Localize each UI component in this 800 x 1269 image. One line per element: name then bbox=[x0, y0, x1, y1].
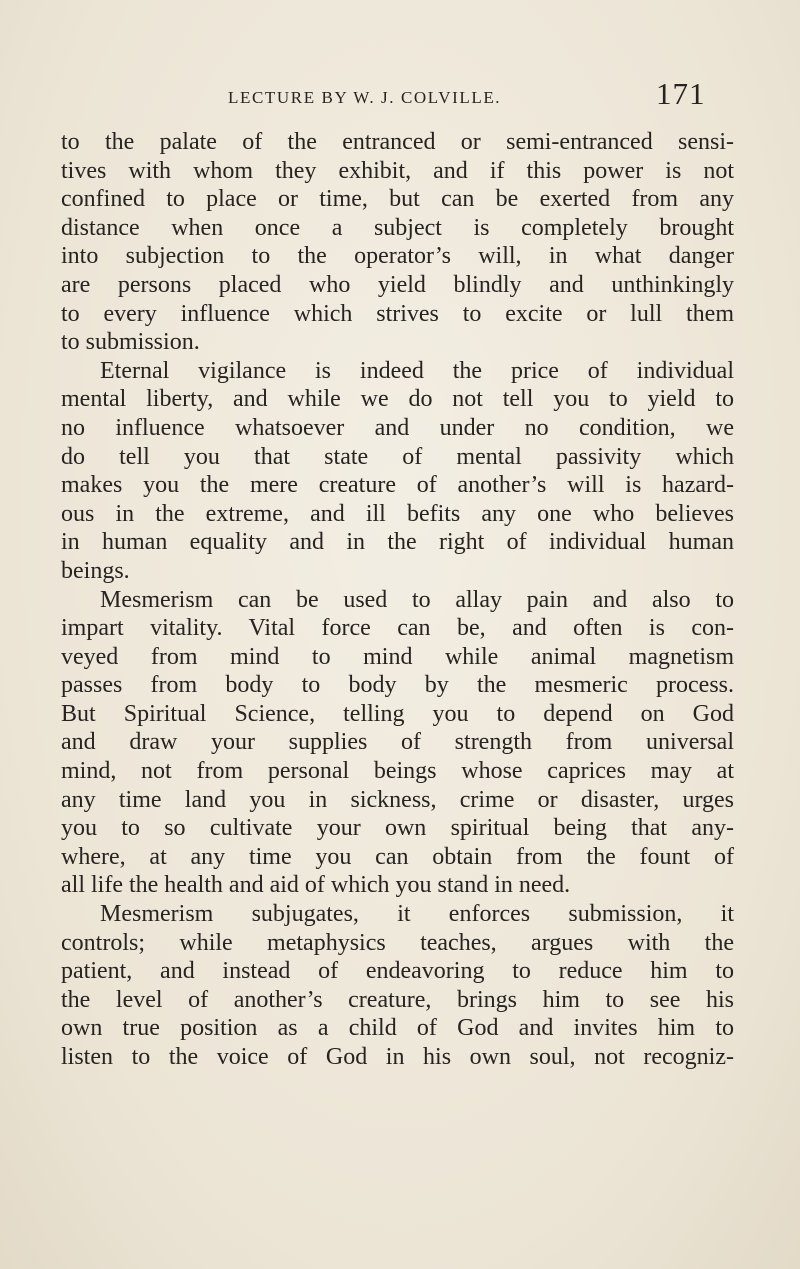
text-line: confined to place or time, but can be exerted from any bbox=[61, 186, 734, 213]
running-head-title: LECTURE BY W. J. COLVILLE. bbox=[228, 88, 502, 107]
text-line: to the palate of the entranced or semi-entranced sensi- bbox=[61, 129, 734, 155]
text-line: distance when once a subject is completely brought bbox=[61, 214, 734, 241]
running-head bbox=[0, 72, 800, 122]
text-line: any time land you in sickness, crime or disaster, urges bbox=[61, 786, 734, 813]
body-text bbox=[61, 128, 734, 1072]
text-line: do tell you that state of mental passivity which bbox=[61, 443, 734, 470]
text-line: are persons placed who yield blindly and unthinkingly bbox=[61, 271, 734, 298]
text-line: and draw your supplies of strength from universal bbox=[61, 729, 734, 756]
text-line: the level of another’s creature, brings him to see his bbox=[61, 986, 734, 1013]
text-line: Mesmerism subjugates, it enforces submission, it bbox=[100, 901, 734, 928]
text-line: patient, and instead of endeavoring to reduce him to bbox=[61, 958, 734, 985]
text-line: beings. bbox=[61, 557, 130, 584]
text-line: where, at any time you can obtain from the fount of bbox=[61, 843, 734, 870]
text-line: Eternal vigilance is indeed the price of individual bbox=[100, 357, 734, 384]
text-line: controls; while metaphysics teaches, argues with the bbox=[61, 929, 734, 956]
text-line: all life the health and aid of which you stand in need. bbox=[61, 872, 571, 899]
text-line: own true position as a child of God and invites him to bbox=[61, 1015, 734, 1042]
text-line: mental liberty, and while we do not tell you to yield to bbox=[61, 386, 734, 413]
text-line: to every influence which strives to excite or lull them bbox=[61, 300, 734, 327]
text-line: veyed from mind to mind while animal magnetism bbox=[61, 643, 734, 670]
text-line: Mesmerism can be used to allay pain and also to bbox=[100, 586, 734, 613]
text-line: impart vitality. Vital force can be, and often is con- bbox=[61, 615, 734, 642]
text-line: listen to the voice of God in his own soul, not recogniz- bbox=[61, 1044, 734, 1070]
text-line: makes you the mere creature of another’s will is hazard- bbox=[61, 472, 734, 499]
text-line: no influence whatsoever and under no condition, we bbox=[61, 414, 734, 441]
text-line: ous in the extreme, and ill befits any one who believes bbox=[61, 500, 734, 527]
text-line: tives with whom they exhibit, and if this power is not bbox=[61, 157, 734, 184]
text-line: But Spiritual Science, telling you to depend on God bbox=[61, 700, 734, 727]
text-line: to submission. bbox=[61, 329, 200, 356]
text-line: mind, not from personal beings whose caprices may at bbox=[61, 758, 734, 785]
text-line: passes from body to body by the mesmeric process. bbox=[61, 672, 734, 699]
text-line: in human equality and in the right of individual human bbox=[61, 529, 734, 556]
text-line: into subjection to the operator’s will, in what danger bbox=[61, 243, 734, 270]
text-line: you to so cultivate your own spiritual being that any- bbox=[61, 815, 734, 842]
page-number: 171 bbox=[656, 76, 706, 111]
